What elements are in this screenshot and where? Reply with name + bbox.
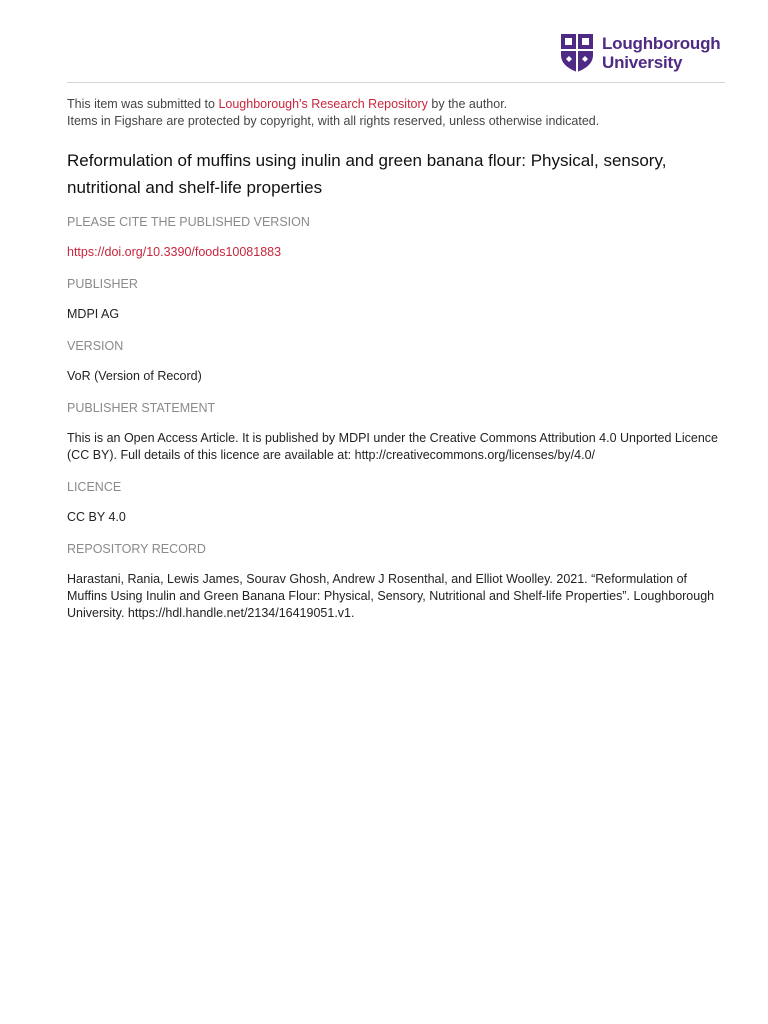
logo-line-1: Loughborough (602, 34, 721, 53)
statement-value: This is an Open Access Article. It is published by MDPI under the Creative Commons Attribution 4.0 Unported Licence (CC BY). Full details of this licence are available at: http://creativecommons.org/licenses/by/4.0/ (67, 431, 719, 462)
submission-notice (67, 96, 727, 130)
licence-label: LICENCE (67, 480, 122, 494)
publisher-value: MDPI AG (67, 307, 120, 321)
cite-label: PLEASE CITE THE PUBLISHED VERSION (67, 215, 310, 229)
record-label: REPOSITORY RECORD (67, 542, 206, 556)
notice-suffix: by the author. (427, 97, 508, 111)
repository-link[interactable]: Loughborough's Research Repository (218, 97, 428, 111)
doi-link[interactable]: https://doi.org/10.3390/foods10081883 (67, 245, 282, 259)
university-logo (560, 33, 720, 73)
licence-value: CC BY 4.0 (67, 510, 126, 524)
version-label: VERSION (67, 339, 124, 353)
record-content (67, 96, 727, 622)
notice-prefix: This item was submitted to (67, 97, 219, 111)
notice-line-2: Items in Figshare are protected by copyright, with all rights reserved, unless otherwise indicated. (67, 114, 600, 128)
page-title: Reformulation of muffins using inulin and green banana flour: Physical, sensory, nutritional and shelf-life properties (67, 151, 667, 197)
record-value: Harastani, Rania, Lewis James, Sourav Ghosh, Andrew J Rosenthal, and Elliot Woolley. 2021. “Reformulation of Muffins Using Inulin and Green Banana Flour: Physical, Sensory, Nutritional and Shelf-life Properties”. Loughborough University. https://hdl.handle.net/2134/16419051.v1. (67, 572, 715, 620)
notice-line-1 (67, 96, 727, 113)
logo-line-2: University (602, 53, 683, 72)
publisher-label: PUBLISHER (67, 277, 138, 291)
version-value: VoR (Version of Record) (67, 369, 202, 383)
statement-label: PUBLISHER STATEMENT (67, 401, 216, 415)
university-crest-icon (560, 33, 594, 73)
header-divider (67, 82, 725, 83)
